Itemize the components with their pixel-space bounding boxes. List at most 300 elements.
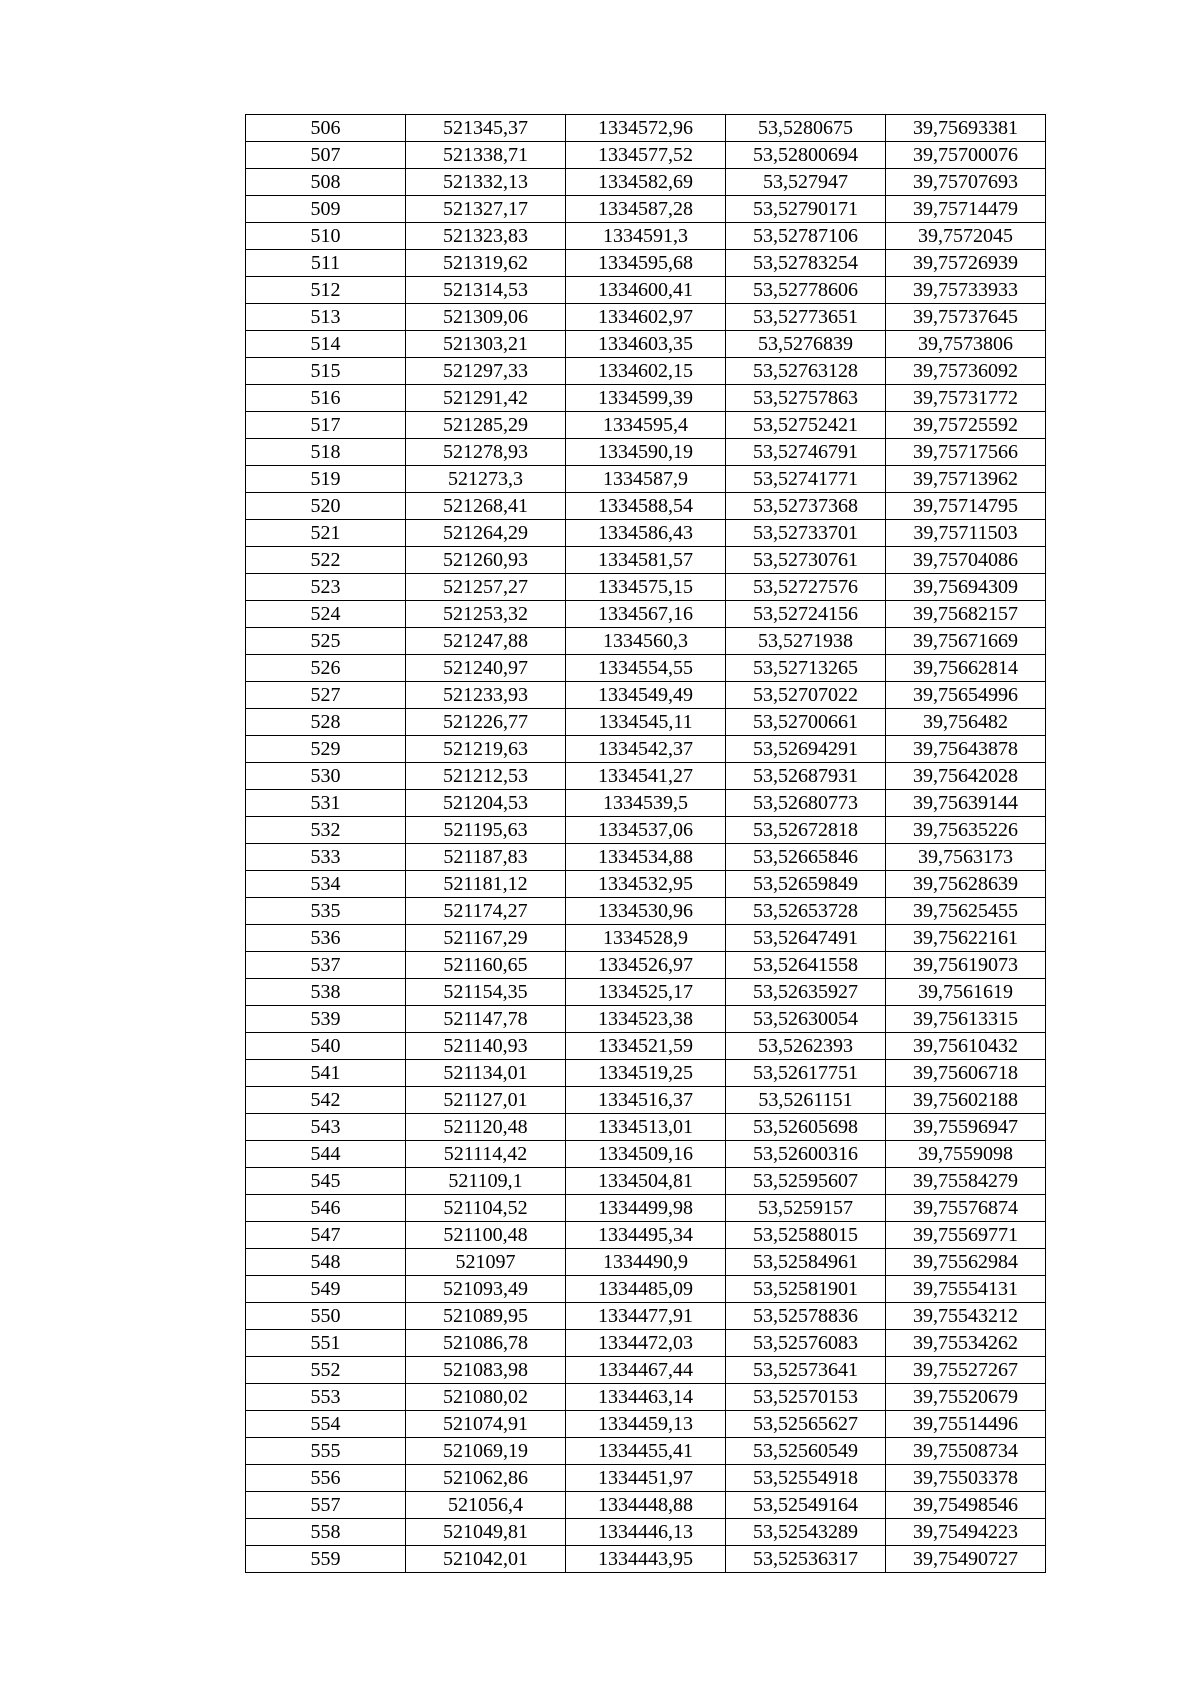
table-row <box>246 952 1046 979</box>
y-coordinate-cell: 1334519,25 <box>566 1060 726 1087</box>
table-row <box>246 223 1046 250</box>
point-number-cell: 506 <box>246 115 406 142</box>
latitude-cell: 53,52653728 <box>726 898 886 925</box>
latitude-cell: 53,5261151 <box>726 1087 886 1114</box>
table-row <box>246 871 1046 898</box>
x-coordinate-cell: 521104,52 <box>406 1195 566 1222</box>
x-coordinate-cell: 521327,17 <box>406 196 566 223</box>
point-number-cell: 513 <box>246 304 406 331</box>
point-number-cell: 515 <box>246 358 406 385</box>
longitude-cell: 39,75737645 <box>886 304 1046 331</box>
y-coordinate-cell: 1334534,88 <box>566 844 726 871</box>
table-row <box>246 925 1046 952</box>
x-coordinate-cell: 521042,01 <box>406 1546 566 1573</box>
table-row <box>246 466 1046 493</box>
latitude-cell: 53,52733701 <box>726 520 886 547</box>
y-coordinate-cell: 1334513,01 <box>566 1114 726 1141</box>
point-number-cell: 555 <box>246 1438 406 1465</box>
latitude-cell: 53,5276839 <box>726 331 886 358</box>
table-row <box>246 1114 1046 1141</box>
x-coordinate-cell: 521297,33 <box>406 358 566 385</box>
x-coordinate-cell: 521338,71 <box>406 142 566 169</box>
x-coordinate-cell: 521323,83 <box>406 223 566 250</box>
x-coordinate-cell: 521097 <box>406 1249 566 1276</box>
latitude-cell: 53,52737368 <box>726 493 886 520</box>
x-coordinate-cell: 521127,01 <box>406 1087 566 1114</box>
point-number-cell: 528 <box>246 709 406 736</box>
point-number-cell: 545 <box>246 1168 406 1195</box>
latitude-cell: 53,52581901 <box>726 1276 886 1303</box>
point-number-cell: 558 <box>246 1519 406 1546</box>
table-row <box>246 601 1046 628</box>
longitude-cell: 39,75671669 <box>886 628 1046 655</box>
longitude-cell: 39,75733933 <box>886 277 1046 304</box>
table-row <box>246 196 1046 223</box>
y-coordinate-cell: 1334599,39 <box>566 385 726 412</box>
latitude-cell: 53,5280675 <box>726 115 886 142</box>
latitude-cell: 53,52783254 <box>726 250 886 277</box>
table-row <box>246 1249 1046 1276</box>
latitude-cell: 53,52724156 <box>726 601 886 628</box>
y-coordinate-cell: 1334443,95 <box>566 1546 726 1573</box>
point-number-cell: 510 <box>246 223 406 250</box>
point-number-cell: 543 <box>246 1114 406 1141</box>
x-coordinate-cell: 521147,78 <box>406 1006 566 1033</box>
table-row <box>246 844 1046 871</box>
x-coordinate-cell: 521212,53 <box>406 763 566 790</box>
table-row <box>246 1168 1046 1195</box>
table-row <box>246 1492 1046 1519</box>
y-coordinate-cell: 1334448,88 <box>566 1492 726 1519</box>
longitude-cell: 39,75662814 <box>886 655 1046 682</box>
longitude-cell: 39,75654996 <box>886 682 1046 709</box>
table-row <box>246 1195 1046 1222</box>
y-coordinate-cell: 1334490,9 <box>566 1249 726 1276</box>
longitude-cell: 39,7572045 <box>886 223 1046 250</box>
y-coordinate-cell: 1334595,68 <box>566 250 726 277</box>
table-row <box>246 1222 1046 1249</box>
table-row <box>246 1060 1046 1087</box>
y-coordinate-cell: 1334541,27 <box>566 763 726 790</box>
y-coordinate-cell: 1334545,11 <box>566 709 726 736</box>
x-coordinate-cell: 521319,62 <box>406 250 566 277</box>
point-number-cell: 527 <box>246 682 406 709</box>
table-row <box>246 520 1046 547</box>
longitude-cell: 39,75514496 <box>886 1411 1046 1438</box>
y-coordinate-cell: 1334586,43 <box>566 520 726 547</box>
latitude-cell: 53,52565627 <box>726 1411 886 1438</box>
longitude-cell: 39,7561619 <box>886 979 1046 1006</box>
y-coordinate-cell: 1334495,34 <box>566 1222 726 1249</box>
point-number-cell: 539 <box>246 1006 406 1033</box>
latitude-cell: 53,52605698 <box>726 1114 886 1141</box>
longitude-cell: 39,75726939 <box>886 250 1046 277</box>
y-coordinate-cell: 1334446,13 <box>566 1519 726 1546</box>
latitude-cell: 53,52641558 <box>726 952 886 979</box>
point-number-cell: 524 <box>246 601 406 628</box>
longitude-cell: 39,75700076 <box>886 142 1046 169</box>
latitude-cell: 53,52588015 <box>726 1222 886 1249</box>
table-row <box>246 277 1046 304</box>
longitude-cell: 39,75736092 <box>886 358 1046 385</box>
x-coordinate-cell: 521303,21 <box>406 331 566 358</box>
y-coordinate-cell: 1334581,57 <box>566 547 726 574</box>
x-coordinate-cell: 521195,63 <box>406 817 566 844</box>
y-coordinate-cell: 1334587,28 <box>566 196 726 223</box>
point-number-cell: 536 <box>246 925 406 952</box>
table-row <box>246 817 1046 844</box>
point-number-cell: 530 <box>246 763 406 790</box>
latitude-cell: 53,52800694 <box>726 142 886 169</box>
x-coordinate-cell: 521345,37 <box>406 115 566 142</box>
latitude-cell: 53,52730761 <box>726 547 886 574</box>
latitude-cell: 53,52549164 <box>726 1492 886 1519</box>
y-coordinate-cell: 1334451,97 <box>566 1465 726 1492</box>
latitude-cell: 53,52700661 <box>726 709 886 736</box>
x-coordinate-cell: 521273,3 <box>406 466 566 493</box>
longitude-cell: 39,75714795 <box>886 493 1046 520</box>
point-number-cell: 550 <box>246 1303 406 1330</box>
longitude-cell: 39,75596947 <box>886 1114 1046 1141</box>
x-coordinate-cell: 521309,06 <box>406 304 566 331</box>
latitude-cell: 53,52757863 <box>726 385 886 412</box>
x-coordinate-cell: 521187,83 <box>406 844 566 871</box>
longitude-cell: 39,75725592 <box>886 412 1046 439</box>
x-coordinate-cell: 521226,77 <box>406 709 566 736</box>
latitude-cell: 53,5259157 <box>726 1195 886 1222</box>
x-coordinate-cell: 521100,48 <box>406 1222 566 1249</box>
x-coordinate-cell: 521268,41 <box>406 493 566 520</box>
y-coordinate-cell: 1334477,91 <box>566 1303 726 1330</box>
longitude-cell: 39,75613315 <box>886 1006 1046 1033</box>
longitude-cell: 39,75635226 <box>886 817 1046 844</box>
y-coordinate-cell: 1334560,3 <box>566 628 726 655</box>
point-number-cell: 517 <box>246 412 406 439</box>
point-number-cell: 549 <box>246 1276 406 1303</box>
x-coordinate-cell: 521120,48 <box>406 1114 566 1141</box>
table-row <box>246 574 1046 601</box>
latitude-cell: 53,52560549 <box>726 1438 886 1465</box>
longitude-cell: 39,75628639 <box>886 871 1046 898</box>
longitude-cell: 39,75694309 <box>886 574 1046 601</box>
latitude-cell: 53,52635927 <box>726 979 886 1006</box>
table-row <box>246 331 1046 358</box>
table-row <box>246 1546 1046 1573</box>
y-coordinate-cell: 1334499,98 <box>566 1195 726 1222</box>
y-coordinate-cell: 1334602,15 <box>566 358 726 385</box>
table-row <box>246 1519 1046 1546</box>
table-row <box>246 1303 1046 1330</box>
y-coordinate-cell: 1334472,03 <box>566 1330 726 1357</box>
longitude-cell: 39,7573806 <box>886 331 1046 358</box>
x-coordinate-cell: 521167,29 <box>406 925 566 952</box>
x-coordinate-cell: 521160,65 <box>406 952 566 979</box>
table-row <box>246 169 1046 196</box>
latitude-cell: 53,52713265 <box>726 655 886 682</box>
longitude-cell: 39,75619073 <box>886 952 1046 979</box>
y-coordinate-cell: 1334526,97 <box>566 952 726 979</box>
longitude-cell: 39,75584279 <box>886 1168 1046 1195</box>
y-coordinate-cell: 1334509,16 <box>566 1141 726 1168</box>
x-coordinate-cell: 521285,29 <box>406 412 566 439</box>
latitude-cell: 53,52787106 <box>726 223 886 250</box>
x-coordinate-cell: 521093,49 <box>406 1276 566 1303</box>
point-number-cell: 529 <box>246 736 406 763</box>
point-number-cell: 548 <box>246 1249 406 1276</box>
point-number-cell: 519 <box>246 466 406 493</box>
y-coordinate-cell: 1334530,96 <box>566 898 726 925</box>
latitude-cell: 53,52778606 <box>726 277 886 304</box>
table-row <box>246 1411 1046 1438</box>
table-body <box>246 115 1046 1573</box>
point-number-cell: 552 <box>246 1357 406 1384</box>
y-coordinate-cell: 1334525,17 <box>566 979 726 1006</box>
latitude-cell: 53,52746791 <box>726 439 886 466</box>
x-coordinate-cell: 521253,32 <box>406 601 566 628</box>
latitude-cell: 53,52773651 <box>726 304 886 331</box>
table-row <box>246 1357 1046 1384</box>
point-number-cell: 521 <box>246 520 406 547</box>
x-coordinate-cell: 521204,53 <box>406 790 566 817</box>
table-row <box>246 790 1046 817</box>
latitude-cell: 53,52595607 <box>726 1168 886 1195</box>
x-coordinate-cell: 521074,91 <box>406 1411 566 1438</box>
x-coordinate-cell: 521181,12 <box>406 871 566 898</box>
y-coordinate-cell: 1334463,14 <box>566 1384 726 1411</box>
latitude-cell: 53,52570153 <box>726 1384 886 1411</box>
longitude-cell: 39,75602188 <box>886 1087 1046 1114</box>
point-number-cell: 518 <box>246 439 406 466</box>
x-coordinate-cell: 521154,35 <box>406 979 566 1006</box>
table-row <box>246 1330 1046 1357</box>
latitude-cell: 53,52694291 <box>726 736 886 763</box>
latitude-cell: 53,52543289 <box>726 1519 886 1546</box>
y-coordinate-cell: 1334567,16 <box>566 601 726 628</box>
y-coordinate-cell: 1334504,81 <box>566 1168 726 1195</box>
y-coordinate-cell: 1334549,49 <box>566 682 726 709</box>
point-number-cell: 559 <box>246 1546 406 1573</box>
longitude-cell: 39,75714479 <box>886 196 1046 223</box>
point-number-cell: 526 <box>246 655 406 682</box>
table-row <box>246 628 1046 655</box>
longitude-cell: 39,75543212 <box>886 1303 1046 1330</box>
x-coordinate-cell: 521174,27 <box>406 898 566 925</box>
table-row <box>246 385 1046 412</box>
x-coordinate-cell: 521332,13 <box>406 169 566 196</box>
longitude-cell: 39,75717566 <box>886 439 1046 466</box>
table-row <box>246 1384 1046 1411</box>
latitude-cell: 53,527947 <box>726 169 886 196</box>
x-coordinate-cell: 521314,53 <box>406 277 566 304</box>
longitude-cell: 39,75534262 <box>886 1330 1046 1357</box>
point-number-cell: 557 <box>246 1492 406 1519</box>
point-number-cell: 512 <box>246 277 406 304</box>
latitude-cell: 53,52659849 <box>726 871 886 898</box>
longitude-cell: 39,75562984 <box>886 1249 1046 1276</box>
table-row <box>246 304 1046 331</box>
longitude-cell: 39,75527267 <box>886 1357 1046 1384</box>
y-coordinate-cell: 1334459,13 <box>566 1411 726 1438</box>
latitude-cell: 53,52536317 <box>726 1546 886 1573</box>
point-number-cell: 554 <box>246 1411 406 1438</box>
x-coordinate-cell: 521264,29 <box>406 520 566 547</box>
latitude-cell: 53,5271938 <box>726 628 886 655</box>
latitude-cell: 53,52763128 <box>726 358 886 385</box>
y-coordinate-cell: 1334572,96 <box>566 115 726 142</box>
table-row <box>246 1087 1046 1114</box>
latitude-cell: 53,52665846 <box>726 844 886 871</box>
latitude-cell: 53,5262393 <box>726 1033 886 1060</box>
y-coordinate-cell: 1334539,5 <box>566 790 726 817</box>
x-coordinate-cell: 521083,98 <box>406 1357 566 1384</box>
table-row <box>246 898 1046 925</box>
longitude-cell: 39,75639144 <box>886 790 1046 817</box>
point-number-cell: 507 <box>246 142 406 169</box>
table-row <box>246 1006 1046 1033</box>
point-number-cell: 508 <box>246 169 406 196</box>
longitude-cell: 39,75713962 <box>886 466 1046 493</box>
table-row <box>246 736 1046 763</box>
longitude-cell: 39,75711503 <box>886 520 1046 547</box>
latitude-cell: 53,52573641 <box>726 1357 886 1384</box>
y-coordinate-cell: 1334542,37 <box>566 736 726 763</box>
latitude-cell: 53,52584961 <box>726 1249 886 1276</box>
longitude-cell: 39,75503378 <box>886 1465 1046 1492</box>
y-coordinate-cell: 1334595,4 <box>566 412 726 439</box>
y-coordinate-cell: 1334587,9 <box>566 466 726 493</box>
longitude-cell: 39,75576874 <box>886 1195 1046 1222</box>
point-number-cell: 537 <box>246 952 406 979</box>
longitude-cell: 39,7563173 <box>886 844 1046 871</box>
longitude-cell: 39,75610432 <box>886 1033 1046 1060</box>
point-number-cell: 533 <box>246 844 406 871</box>
longitude-cell: 39,756482 <box>886 709 1046 736</box>
latitude-cell: 53,52600316 <box>726 1141 886 1168</box>
x-coordinate-cell: 521109,1 <box>406 1168 566 1195</box>
x-coordinate-cell: 521049,81 <box>406 1519 566 1546</box>
longitude-cell: 39,75554131 <box>886 1276 1046 1303</box>
table-row <box>246 142 1046 169</box>
longitude-cell: 39,75520679 <box>886 1384 1046 1411</box>
longitude-cell: 39,75498546 <box>886 1492 1046 1519</box>
table-row <box>246 358 1046 385</box>
y-coordinate-cell: 1334516,37 <box>566 1087 726 1114</box>
point-number-cell: 556 <box>246 1465 406 1492</box>
latitude-cell: 53,52790171 <box>726 196 886 223</box>
point-number-cell: 525 <box>246 628 406 655</box>
longitude-cell: 39,75494223 <box>886 1519 1046 1546</box>
table-row <box>246 1465 1046 1492</box>
point-number-cell: 544 <box>246 1141 406 1168</box>
point-number-cell: 541 <box>246 1060 406 1087</box>
table-row <box>246 979 1046 1006</box>
point-number-cell: 540 <box>246 1033 406 1060</box>
point-number-cell: 535 <box>246 898 406 925</box>
longitude-cell: 39,75704086 <box>886 547 1046 574</box>
point-number-cell: 531 <box>246 790 406 817</box>
latitude-cell: 53,52741771 <box>726 466 886 493</box>
x-coordinate-cell: 521240,97 <box>406 655 566 682</box>
y-coordinate-cell: 1334577,52 <box>566 142 726 169</box>
longitude-cell: 39,75606718 <box>886 1060 1046 1087</box>
point-number-cell: 522 <box>246 547 406 574</box>
latitude-cell: 53,52617751 <box>726 1060 886 1087</box>
point-number-cell: 520 <box>246 493 406 520</box>
point-number-cell: 509 <box>246 196 406 223</box>
y-coordinate-cell: 1334582,69 <box>566 169 726 196</box>
point-number-cell: 514 <box>246 331 406 358</box>
table-row <box>246 115 1046 142</box>
x-coordinate-cell: 521291,42 <box>406 385 566 412</box>
point-number-cell: 511 <box>246 250 406 277</box>
point-number-cell: 534 <box>246 871 406 898</box>
point-number-cell: 551 <box>246 1330 406 1357</box>
latitude-cell: 53,52707022 <box>726 682 886 709</box>
y-coordinate-cell: 1334467,44 <box>566 1357 726 1384</box>
point-number-cell: 538 <box>246 979 406 1006</box>
longitude-cell: 39,75707693 <box>886 169 1046 196</box>
y-coordinate-cell: 1334485,09 <box>566 1276 726 1303</box>
longitude-cell: 39,7559098 <box>886 1141 1046 1168</box>
latitude-cell: 53,52752421 <box>726 412 886 439</box>
longitude-cell: 39,75508734 <box>886 1438 1046 1465</box>
x-coordinate-cell: 521089,95 <box>406 1303 566 1330</box>
point-number-cell: 516 <box>246 385 406 412</box>
y-coordinate-cell: 1334523,38 <box>566 1006 726 1033</box>
y-coordinate-cell: 1334588,54 <box>566 493 726 520</box>
longitude-cell: 39,75642028 <box>886 763 1046 790</box>
y-coordinate-cell: 1334591,3 <box>566 223 726 250</box>
y-coordinate-cell: 1334537,06 <box>566 817 726 844</box>
latitude-cell: 53,52576083 <box>726 1330 886 1357</box>
point-number-cell: 547 <box>246 1222 406 1249</box>
table-row <box>246 1033 1046 1060</box>
longitude-cell: 39,75569771 <box>886 1222 1046 1249</box>
x-coordinate-cell: 521134,01 <box>406 1060 566 1087</box>
coordinates-table <box>245 114 1046 1573</box>
longitude-cell: 39,75625455 <box>886 898 1046 925</box>
table-row <box>246 439 1046 466</box>
latitude-cell: 53,52672818 <box>726 817 886 844</box>
y-coordinate-cell: 1334603,35 <box>566 331 726 358</box>
point-number-cell: 532 <box>246 817 406 844</box>
y-coordinate-cell: 1334600,41 <box>566 277 726 304</box>
longitude-cell: 39,75622161 <box>886 925 1046 952</box>
x-coordinate-cell: 521080,02 <box>406 1384 566 1411</box>
point-number-cell: 546 <box>246 1195 406 1222</box>
y-coordinate-cell: 1334455,41 <box>566 1438 726 1465</box>
latitude-cell: 53,52687931 <box>726 763 886 790</box>
point-number-cell: 553 <box>246 1384 406 1411</box>
y-coordinate-cell: 1334590,19 <box>566 439 726 466</box>
y-coordinate-cell: 1334554,55 <box>566 655 726 682</box>
point-number-cell: 523 <box>246 574 406 601</box>
x-coordinate-cell: 521257,27 <box>406 574 566 601</box>
y-coordinate-cell: 1334521,59 <box>566 1033 726 1060</box>
table-row <box>246 763 1046 790</box>
x-coordinate-cell: 521140,93 <box>406 1033 566 1060</box>
latitude-cell: 53,52554918 <box>726 1465 886 1492</box>
table-row <box>246 250 1046 277</box>
x-coordinate-cell: 521114,42 <box>406 1141 566 1168</box>
latitude-cell: 53,52727576 <box>726 574 886 601</box>
x-coordinate-cell: 521278,93 <box>406 439 566 466</box>
point-number-cell: 542 <box>246 1087 406 1114</box>
table-row <box>246 1276 1046 1303</box>
y-coordinate-cell: 1334602,97 <box>566 304 726 331</box>
table-row <box>246 682 1046 709</box>
x-coordinate-cell: 521062,86 <box>406 1465 566 1492</box>
